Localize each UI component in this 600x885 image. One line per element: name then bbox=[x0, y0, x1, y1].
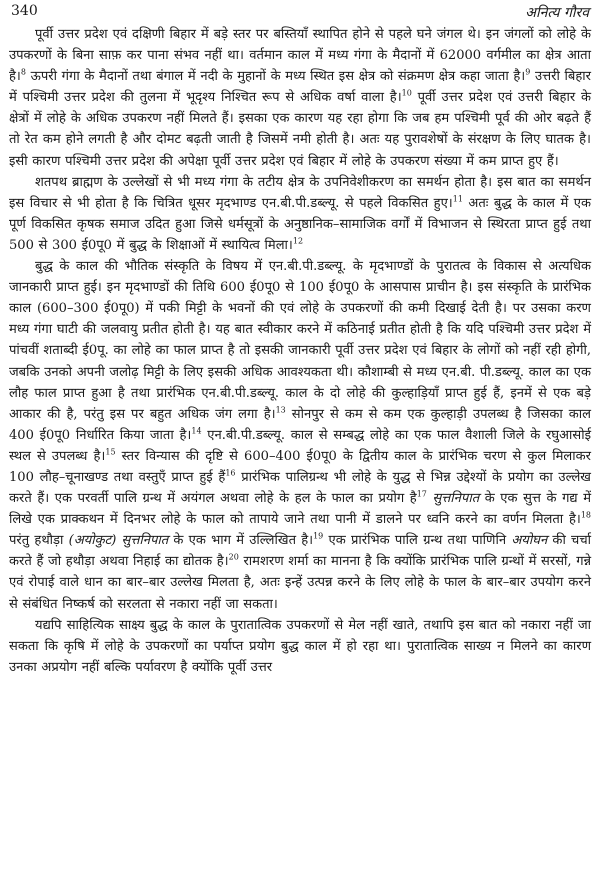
text-run: के एक भाग में उल्लिखित है। bbox=[168, 533, 314, 549]
text-run: रामशरण शर्मा का मानना है कि क्योंकि प्रारंभिक पालि ग्रन्थों में सरसों, गन्ने एवं रोपाई वाले धान का बार–बार उल्लेख मिलता है, अतः इन्हें उत्पन्न करने के लिए लोहे के फाल के बार–बार उपयोग करने से संबंधित निष्कर्ष को सरलता से नकारा नहीं जा सकता। bbox=[9, 554, 591, 612]
running-title: अनित्य गौरव bbox=[525, 5, 589, 21]
text-run: उत्तरी बिहार में पश्चिमी उत्तर प्रदेश की तुलना में भूदृश्य निश्चित रूप से अधिक वर्षा वाला है। bbox=[9, 69, 591, 106]
italic-term: (अयोकुट) सुत्तनिपात bbox=[68, 533, 169, 549]
italic-term: अयोघन bbox=[511, 533, 548, 549]
footnote-reference: 16 bbox=[225, 468, 236, 478]
text-run: एन.बी.पी.डब्ल्यू. काल से सम्बद्ध लोहे का एक फाल वैशाली जिले के रघुआसोई स्थल से उपलब्ध है। bbox=[9, 427, 591, 464]
footnote-reference: 14 bbox=[191, 426, 202, 436]
text-run: स्तर विन्यास की दृष्टि से 600–400 ई0पू0 के द्वितीय काल के प्रारंभिक चरण से कुल मिलाकर 100 लौह–चूनाखण्ड तथा वस्तुएँ प्राप्त हुई हैं bbox=[9, 448, 591, 485]
text-run: एक प्रारंभिक पालि ग्रन्थ तथा पाणिनि bbox=[323, 533, 512, 549]
footnote-reference: 18 bbox=[580, 510, 591, 520]
text-run: पूर्वी उत्तर प्रदेश एवं दक्षिणी बिहार में बड़े स्तर पर बस्तियाँ स्थापित होने से पहले घने जंगल थे। इन जंगलों को लोहे के उपकरणों के बिना साफ़ कर पाना संभव नहीं था। वर्तमान काल में मध्य गंगा के मैदानों में 62000 वर्गमील का क्षेत्र आता है। bbox=[9, 27, 591, 85]
text-run: प्रारंभिक पालिग्रन्थ भी लोहे के युद्ध से भिन्न उद्देश्यों के प्रयोग का उल्लेख करते हैं। एक परवर्ती पालि ग्रन्थ में अयंगल अथवा लोहे के हल के फाल का प्रयोग है bbox=[9, 469, 591, 507]
footnote-reference: 17 bbox=[416, 489, 427, 499]
text-run: यद्यपि साहित्यिक साक्ष्य बुद्ध के काल के पुरातात्विक उपकरणों से मेल नहीं खाते, तथापि इस बात को नकारा नहीं जा सकता कि कृषि में लोहे के उपकरणों का पर्याप्त प्रयोग बुद्ध काल में हो रहा था। पुरातात्विक साख्य न मिलने का कारण उनका अप्रयोग नहीं बल्कि पर्यावरण है क्योंकि पूर्वी उत्तर bbox=[9, 617, 591, 675]
footnote-reference: 8 bbox=[20, 67, 26, 77]
text-run: पूर्वी उत्तर प्रदेश एवं उत्तरी बिहार के क्षेत्रों में लोहे के अधिक उपकरण नहीं मिलते हैं। इसका एक कारण यह रहा होगा कि जब हम पश्चिमी पूर्व की ओर बढ़ते हैं तो रेत कम होने लगती है और दोमट बढ़ती जाती है जिसमें नमी होती है। अतः यह पुरावशेषों के संरक्षण के लिए घातक है। इसी कारण पश्चिमी उत्तर प्रदेश की अपेक्षा पूर्वी उत्तर प्रदेश एवं बिहार में लोहे के उपकरण संख्या में कम प्राप्त हुए हैं। bbox=[9, 90, 591, 169]
text-run: परंतु हथौड़ा bbox=[9, 533, 69, 549]
paragraph bbox=[9, 24, 591, 172]
text-run: ऊपरी गंगा के मैदानों तथा बंगाल में नदी के मुहानों के मध्य स्थित इस क्षेत्र को संक्रमण क्षेत्र कहा जाता है। bbox=[25, 69, 526, 85]
text-run: के एक सुत्त के गद्य में लिखे एक प्राक्कथन में दिनभर लोहे के फाल को तापाये जाने तथा पानी में डालने पर ध्वनि करने का वर्णन मिलता है। bbox=[9, 491, 591, 528]
body-text bbox=[9, 24, 591, 678]
text-run: बुद्ध के काल की भौतिक संस्कृति के विषय में एन.बी.पी.डब्ल्यू. के मृदभाण्डों के पुरातत्व के विकास से अत्यधिक जानकारी प्राप्त हुई। इन मृदभाण्डों की तिथि 600 ई0पू0 से 100 ई0पू0 के आसपास प्राचीन है। इस संस्कृति के प्रारंभिक काल (600–300 ई0पू0) में पकी मिट्टी के भवनों की एवं लोहे के उपकरणों की कमी दिखाई देती है। पर उसका करण मध्य गंगा घाटी की जलवायु प्रतीत होती है। यह बात स्वीकार करने में कठिनाई प्रतीत होती है कि यदि पश्चिमी उत्तर प्रदेश में पांचवीं शताब्दी ई0पू. का लोहे का फाल प्राप्त है तो इसकी जानकारी पूर्वी उत्तर प्रदेश एवं बिहार के लोगों को नहीं रही होगी, जबकि उनको अपनी जलोढ़ मिट्टी के लिए इसकी अधिक आवश्यकता थी। कौशाम्बी से मध्य एन.बी. पी.डब्ल्यू. काल का एक लौह फाल प्राप्त हुआ है तथा प्रारंभिक एन.बी.पी.डब्ल्यू. काल के दो लोहे की कुल्हाड़ियाँ प्राप्त हुई हैं, इनमें से एक बड़े आकार की है, परंतु इस पर बहुत अधिक जंग लगा है। bbox=[9, 259, 591, 422]
page-number: 340 bbox=[11, 3, 38, 19]
text-run: शतपथ ब्राह्मण के उल्लेखों से भी मध्य गंगा के तटीय क्षेत्र के उपनिवेशीकरण का समर्थन होता है। इस बात का समर्थन इस विचार से भी होता है कि चित्रित धूसर मृदभाण्ड एन.बी.पी.डब्ल्यू. से पहले विकसित हुए। bbox=[9, 174, 591, 211]
footnote-reference: 20 bbox=[228, 553, 239, 562]
footnote-reference: 9 bbox=[525, 67, 531, 77]
footnote-reference: 13 bbox=[275, 405, 286, 415]
footnote-reference: 12 bbox=[292, 236, 304, 246]
footnote-reference: 15 bbox=[105, 447, 116, 457]
text-run: सोनपुर से कम से कम एक कुल्हाड़ी उपलब्ध है जिसका काल 400 ई0पू0 निर्धारित किया जाता है। bbox=[9, 406, 591, 443]
text-run: की चर्चा करते हैं जो हथौड़ा अथवा निहाई का द्योतक है। bbox=[9, 533, 591, 570]
page-header bbox=[9, 0, 591, 24]
text-run: अतः बुद्ध के काल में एक पूर्ण विकसित कृषक समाज उदित हुआ जिसे धर्मसूत्रों के अनुष्ठानिक–सामाजिक वर्गों में विभाजन से स्थिरता प्राप्त हुई तथा 500 से 300 ई0पू0 में बुद्ध के शिक्षाओं में स्थायित्व मिला। bbox=[9, 195, 591, 253]
paragraph bbox=[9, 615, 591, 678]
italic-term: सुत्तनिपात bbox=[432, 491, 480, 507]
paragraph bbox=[9, 256, 591, 615]
footnote-reference: 19 bbox=[313, 531, 324, 541]
paragraph bbox=[9, 172, 591, 256]
footnote-reference: 10 bbox=[401, 88, 412, 98]
footnote-reference: 11 bbox=[452, 194, 463, 204]
